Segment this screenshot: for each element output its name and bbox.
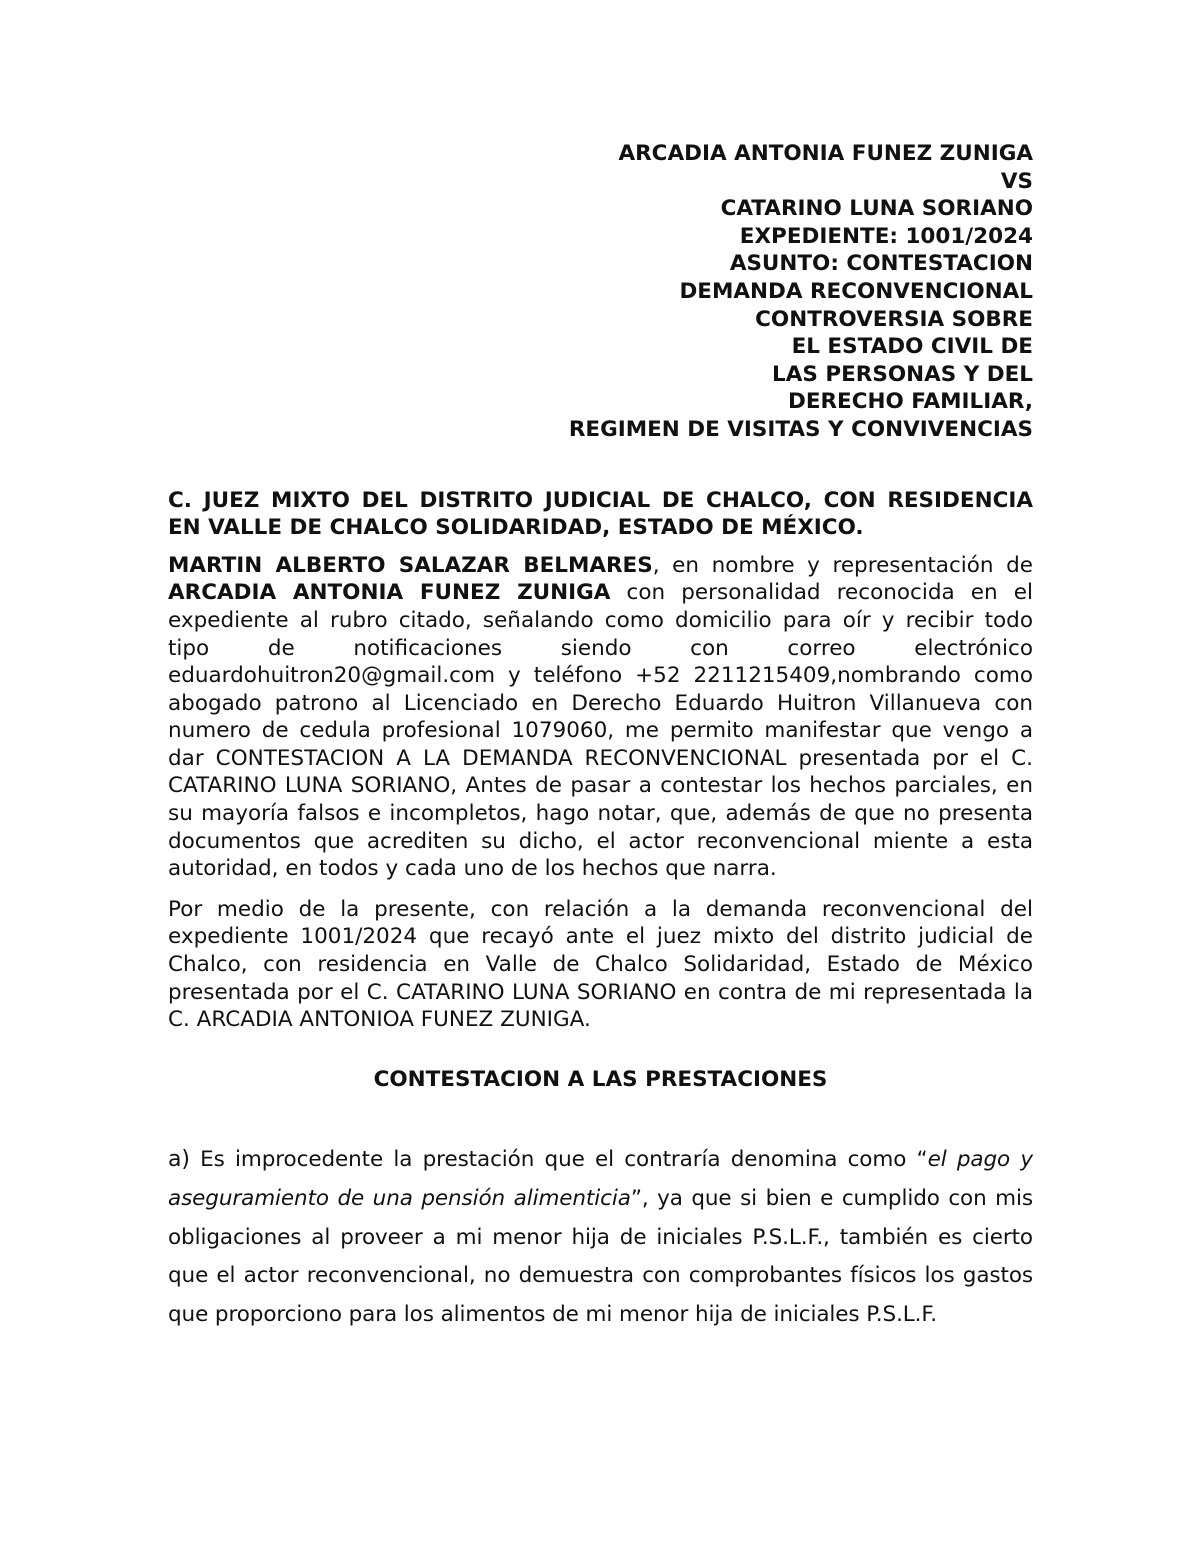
header-line-file-number: EXPEDIENTE: 1001/2024 bbox=[739, 223, 1033, 249]
context-paragraph: Por medio de la presente, con relación a la demanda reconvencional del expediente 1001/2024 que recayó ante el juez mixto del distrito judicial de Chalco, con residencia en Valle de Chalco Solidaridad, Estado de México presentada por el C. CATARINO LUNA SORIANO en contra de mi representada la C. ARCADIA ANTONIOA FUNEZ ZUNIGA. bbox=[168, 896, 1033, 1033]
item-a-text-b: ”, ya que si bien e cumplido con mis obligaciones al proveer a mi menor hija de iniciales P.S.L.F., también es cierto que el actor reconvencional, no demuestra con comprobantes físicos los gastos que proporciono para los alimentos de mi menor hija de iniciales P.S.L.F. bbox=[168, 1186, 1033, 1327]
intro-text-b: con personalidad reconocida en el expediente al rubro citado, señalando como domicilio para oír y recibir todo tipo de notificaciones siendo con correo electrónico eduardohuitron20@gmail.com y teléfono +52 2211215409,nombrando como abogado patrono al Licenciado en Derecho Eduardo Huitron Villanueva con numero de cedula profesional 1079060, me permito manifestar que vengo a dar CONTESTACION A LA DEMANDA RECONVENCIONAL presentada por el C. CATARINO LUNA SORIANO, Antes de pasar a contestar los hechos parciales, en su mayoría falsos e incompletos, hago notar, que, además de que no presenta documentos que acrediten su dicho, el actor reconvencional miente a esta autoridad, en todos y cada uno de los hechos que narra. bbox=[168, 580, 1033, 882]
header-line-subject-4: EL ESTADO CIVIL DE bbox=[791, 334, 1033, 360]
header-line-subject-3: CONTROVERSIA SOBRE bbox=[755, 306, 1033, 332]
document-page bbox=[168, 140, 1033, 1356]
intro-paragraph bbox=[168, 552, 1033, 883]
client-name: ARCADIA ANTONIA FUNEZ ZUNIGA bbox=[168, 580, 611, 606]
intro-text-a: , en nombre y representación de bbox=[652, 552, 1033, 578]
header-line-subject: ASUNTO: CONTESTACION bbox=[729, 251, 1033, 277]
court-addressee: C. JUEZ MIXTO DEL DISTRITO JUDICIAL DE CHALCO, CON RESIDENCIA EN VALLE DE CHALCO SOLIDARIDAD, ESTADO DE MÉXICO. bbox=[168, 487, 1033, 541]
item-a-text-a: Es improcedente la prestación que el contraría denomina como “ bbox=[189, 1147, 928, 1173]
item-a-quote: el pago y aseguramiento de una pensión alimenticia bbox=[168, 1147, 1033, 1211]
section-heading: CONTESTACION A LAS PRESTACIONES bbox=[373, 1066, 828, 1092]
header-line-parties: ARCADIA ANTONIA FUNEZ ZUNIGA bbox=[618, 141, 1033, 166]
item-a-paragraph bbox=[168, 1141, 1033, 1334]
header-line-subject-5: LAS PERSONAS Y DEL bbox=[772, 361, 1033, 387]
header-line-subject-6: DERECHO FAMILIAR, bbox=[787, 389, 1033, 415]
header-line-subject-2: DEMANDA RECONVENCIONAL bbox=[679, 278, 1033, 304]
header-line-defendant: CATARINO LUNA SORIANO bbox=[720, 196, 1033, 222]
representative-name: MARTIN ALBERTO SALAZAR BELMARES bbox=[168, 552, 653, 578]
item-a-letter: a) bbox=[168, 1147, 190, 1173]
header-line-vs: VS bbox=[1000, 168, 1033, 194]
header-line-subject-7: REGIMEN DE VISITAS Y CONVIVENCIAS bbox=[568, 416, 1033, 442]
case-header bbox=[168, 140, 1033, 444]
